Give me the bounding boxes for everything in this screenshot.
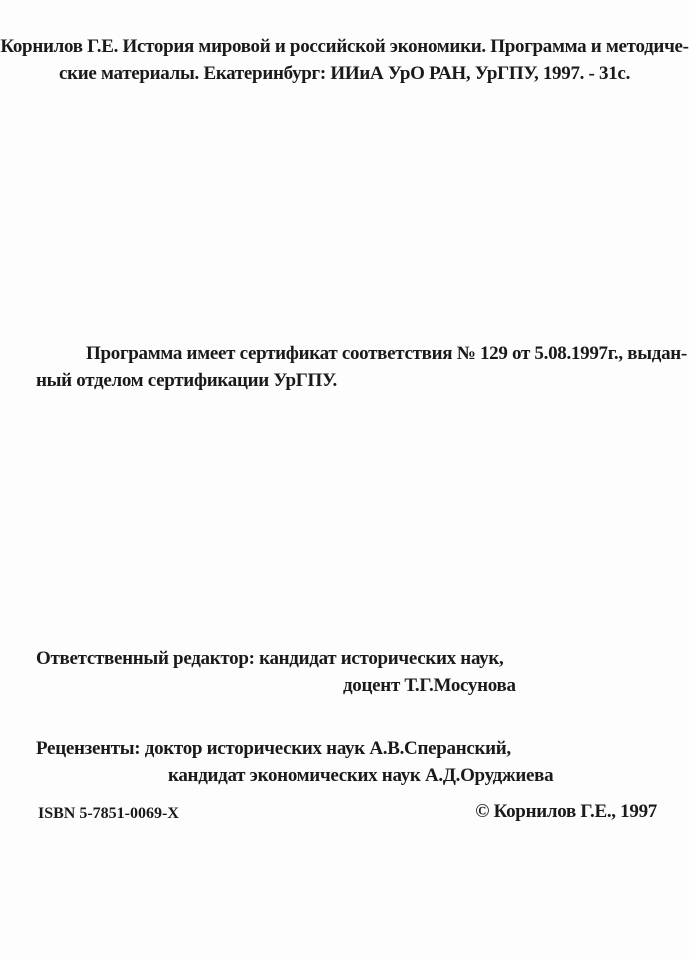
editor-title-line: Ответственный редактор: кандидат исторических наук, — [36, 648, 504, 669]
copyright-notice: © Корнилов Г.Е., 1997 — [475, 801, 657, 822]
certificate-line-1: Программа имеет сертификат соответствия № 129 от 5.08.1997г., выдан- — [86, 343, 687, 364]
reviewer-line-1: Рецензенты: доктор исторических наук А.В.Сперанский, — [36, 738, 511, 759]
citation-line-2: ские материалы. Екатеринбург: ИИиА УрО РАН, УрГПУ, 1997. - 31с. — [58, 63, 631, 84]
certificate-line-2: ный отделом сертификации УрГПУ. — [36, 370, 337, 391]
editor-name-line: доцент Т.Г.Мосунова — [343, 675, 516, 696]
reviewer-line-2: кандидат экономических наук А.Д.Оруджиева — [168, 765, 554, 786]
footer-row — [38, 800, 657, 826]
responsible-editor-block — [36, 645, 659, 699]
citation-line-1: Корнилов Г.Е. История мировой и российской экономики. Программа и методиче- — [0, 36, 689, 57]
bibliographic-citation — [0, 33, 689, 87]
certificate-paragraph — [36, 340, 687, 394]
isbn-number: ISBN 5-7851-0069-X — [38, 805, 179, 822]
reviewers-block — [36, 735, 659, 789]
